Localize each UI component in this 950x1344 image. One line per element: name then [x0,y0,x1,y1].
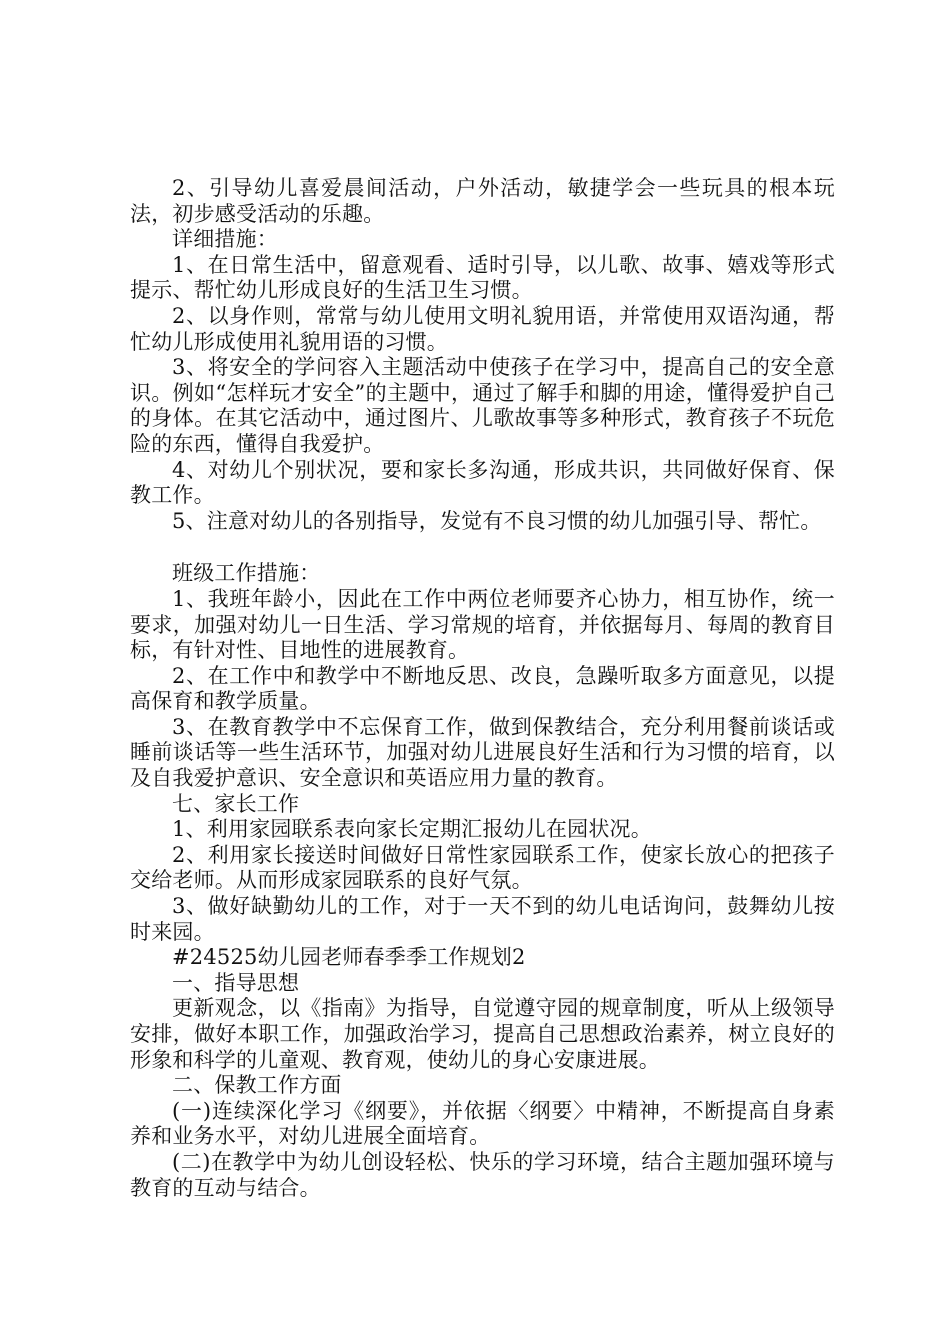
paragraph-measure-4: 4、对幼儿个别状况，要和家长多沟通，形成共识，共同做好保育、保教工作。 [130,457,835,508]
paragraph-class-measure-2: 2、在工作中和教学中不断地反思、改良，急躁听取多方面意见，以提高保育和教学质量。 [130,663,835,714]
paragraph-parent-3: 3、做好缺勤幼儿的工作，对于一天不到的幼儿电话询问，鼓舞幼儿按时来园。 [130,894,835,944]
heading-detailed-measures: 详细措施： [172,227,278,252]
paragraph-class-measure-1: 1、我班年龄小，因此在工作中两位老师要齐心协力，相互协作，统一要求，加强对幼儿一日生活、学习常规的培育，并依据每月、每周的教育目标，有针对性、目地性的进展教育。 [130,586,835,663]
paragraph-measure-2: 2、以身作则，常常与幼儿使用文明礼貌用语，并常使用双语沟通，帮忙幼儿形成使用礼貌用语的习惯。 [130,303,835,354]
paragraph-class-measure-3: 3、在教育教学中不忘保育工作，做到保教结合，充分利用餐前谈话或睡前谈话等一些生活环节，加强对幼儿进展良好生活和行为习惯的培育，以及自我爱护意识、安全意识和英语应用力量的教育。 [130,714,835,791]
paragraph-guiding-thought: 更新观念，以《指南》为指导，自觉遵守园的规章制度，听从上级领导安排，做好本职工作，加强政治学习，提高自己思想政治素养，树立良好的形象和科学的儿童观、教育观，使幼儿的身心安康进展。 [130,996,835,1072]
paragraph-parent-2: 2、利用家长接送时间做好日常性家园联系工作，使家长放心的把孩子交给老师。从而形成家园联系的良好气氛。 [130,842,835,893]
paragraph-care-2: (二)在教学中为幼儿创设轻松、快乐的学习环境，结合主题加强环境与教育的互动与结合。 [130,1149,835,1200]
paragraph-measure-3: 3、将安全的学问容入主题活动中使孩子在学习中，提高自己的安全意识。例如“怎样玩才安全”的主题中，通过了解手和脚的用途，懂得爱护自己的身体。在其它活动中，通过图片、儿歌故事等多种形式，教育孩子不玩危险的东西，懂得自我爱护。 [130,355,835,456]
blank-line [130,534,835,561]
document-subtitle: #24525幼儿园老师春季季工作规划2 [172,945,526,970]
heading-class-measures: 班级工作措施： [172,561,321,586]
paragraph-goal-2: 2、引导幼儿喜爱晨间活动，户外活动，敏捷学会一些玩具的根本玩法，初步感受活动的乐趣。 [130,176,835,226]
paragraph-care-1: (一)连续深化学习《纲要》，并依据〈纲要〉中精神，不断提高自身素养和业务水平，对幼儿进展全面培育。 [130,1098,835,1149]
paragraph-measure-5: 5、注意对幼儿的各别指导，发觉有不良习惯的幼儿加强引导、帮忙。 [172,508,822,533]
paragraph-parent-1: 1、利用家园联系表向家长定期汇报幼儿在园状况。 [172,817,652,842]
heading-guiding-thought: 一、指导思想 [172,970,300,995]
heading-parent-work: 七、家长工作 [172,791,300,816]
heading-care-education: 二、保教工作方面 [172,1073,342,1098]
document-page [130,176,835,1201]
paragraph-measure-1: 1、在日常生活中，留意观看、适时引导，以儿歌、故事、嬉戏等形式提示、帮忙幼儿形成良好的生活卫生习惯。 [130,252,835,303]
